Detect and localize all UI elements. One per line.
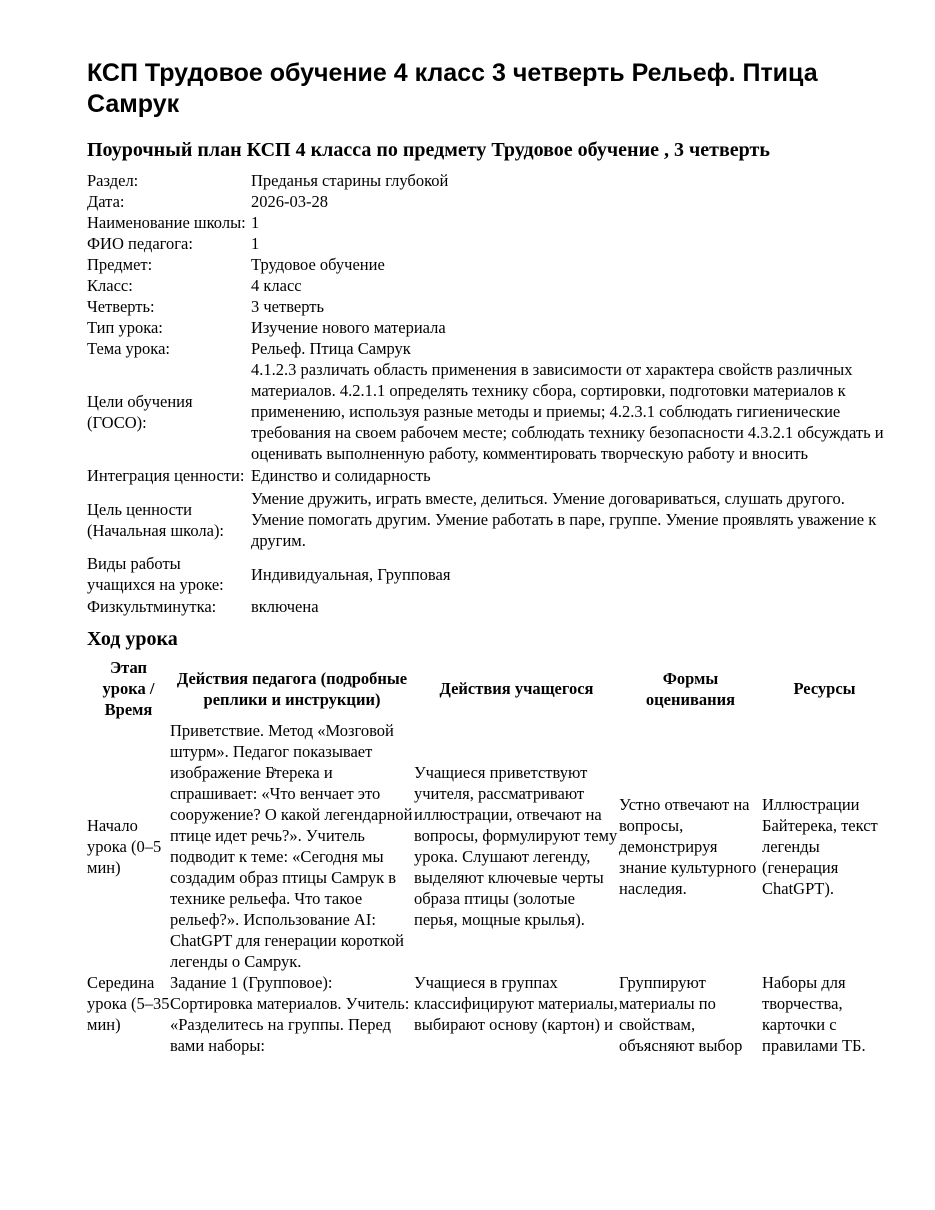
plan-subtitle: Поурочный план КСП 4 класса по предмету Трудовое обучение , 3 четверть xyxy=(87,139,770,161)
cell-resources: Наборы для творчества, карточки с правилами ТБ. xyxy=(762,973,866,1055)
cell-teacher-actions: Приветствие. Метод «Мозговой штурм». Педагог показывает изображение Бͤтерека и спрашивает: «Что венчает это сооружение? О какой легендарной птице идет речь?». Учитель подводит к теме: «Сегодня мы создадим образ птицы Самрук в технике рельефа. Что такое рельеф?». Использование AI: ChatGPT для генерации короткой легенды о Самрук. xyxy=(170,721,413,971)
info-value: Изучение нового материала xyxy=(251,318,446,337)
info-key: Тема урока: xyxy=(87,339,170,358)
info-row-value-integration xyxy=(87,464,887,487)
info-value: 1 xyxy=(251,234,260,253)
lesson-flow-table xyxy=(87,657,887,1056)
table-header-row xyxy=(87,657,887,720)
info-value: Индивидуальная, Групповая xyxy=(251,564,451,584)
cell-stage: Середина урока (5–35 мин) xyxy=(87,973,170,1034)
table-row xyxy=(87,972,887,1056)
info-value: 3 четверть xyxy=(251,297,324,316)
cell-assessment: Группируют материалы по свойствам, объясняют выбор xyxy=(619,973,743,1055)
info-key: Цели обучения (ГОСО): xyxy=(87,391,193,432)
info-value: Рельеф. Птица Самрук xyxy=(251,339,411,358)
info-row-section xyxy=(87,170,887,191)
info-row-subject xyxy=(87,254,887,275)
info-row-topic xyxy=(87,338,887,359)
cell-stage: Начало урока (0–5 мин) xyxy=(87,815,162,877)
info-value: Умение дружить, играть вместе, делиться. Умение договариваться, слушать другого. Умение помогать другим. Умение работать в паре, группе. Умение проявлять уважение к другим. xyxy=(251,489,877,550)
info-value: 1 xyxy=(251,213,260,232)
info-key: Дата: xyxy=(87,192,125,211)
info-value: 2026-03-28 xyxy=(251,192,328,211)
info-key: Раздел: xyxy=(87,171,139,190)
cell-student-actions: Учащиеся приветствуют учителя, рассматривают иллюстрации, отвечают на вопросы, формулируют тему урока. Слушают легенду, выделяют ключевые черты образа птицы (золотые перья, мощные крылья). xyxy=(414,763,618,929)
cell-resources: Иллюстрации Байтерека, текст легенды (генерация ChatGPT). xyxy=(762,794,878,898)
info-key: Тип урока: xyxy=(87,318,163,337)
info-value: Трудовое обучение xyxy=(251,255,385,274)
header-stage: Этап урока / Время xyxy=(102,658,155,719)
info-key: Виды работы учащихся на уроке: xyxy=(87,554,224,594)
lesson-info-table xyxy=(87,170,887,617)
cell-assessment: Устно отвечают на вопросы, демонстрируя знание культурного наследия. xyxy=(619,794,757,898)
info-row-work-types xyxy=(87,552,887,596)
info-row-teacher xyxy=(87,233,887,254)
info-key: Класс: xyxy=(87,276,133,295)
header-teacher-actions: Действия педагога (подробные реплики и инструкции) xyxy=(176,668,408,709)
info-value: включена xyxy=(251,597,319,616)
info-key: ФИО педагога: xyxy=(87,234,193,253)
info-value: 4 класс xyxy=(251,276,302,295)
info-row-quarter xyxy=(87,296,887,317)
lesson-flow-heading: Ход урока xyxy=(87,628,178,650)
info-key: Наименование школы: xyxy=(87,213,246,232)
info-row-school xyxy=(87,212,887,233)
page-title: КСП Трудовое обучение 4 класс 3 четверть Рельеф. Птица Самрук xyxy=(87,59,818,118)
cell-student-actions: Учащиеся в группах классифицируют материалы, выбирают основу (картон) и xyxy=(414,973,618,1034)
table-row xyxy=(87,720,887,972)
header-resources: Ресурсы xyxy=(793,679,856,698)
info-key: Четверть: xyxy=(87,297,155,316)
document-page xyxy=(87,58,887,1056)
info-row-exercise-break xyxy=(87,596,887,617)
info-key: Физкультминутка: xyxy=(87,597,217,616)
header-student-actions: Действия учащегося xyxy=(439,679,594,698)
info-key: Цель ценности (Начальная школа): xyxy=(87,499,225,540)
info-row-goals xyxy=(87,359,887,464)
info-value: Единство и солидарность xyxy=(251,466,431,485)
header-assessment: Формы оценивания xyxy=(645,668,736,709)
info-row-lesson-type xyxy=(87,317,887,338)
info-key: Интеграция ценности: xyxy=(87,466,245,485)
info-row-date xyxy=(87,191,887,212)
info-key: Предмет: xyxy=(87,255,153,274)
info-row-value-goal xyxy=(87,487,887,552)
info-value: Преданья старины глубокой xyxy=(251,171,449,190)
cell-teacher-actions: Задание 1 (Групповое): Сортировка материалов. Учитель: «Разделитесь на группы. Перед вами наборы: xyxy=(170,973,410,1055)
info-row-class xyxy=(87,275,887,296)
info-value: 4.1.2.3 различать область применения в зависимости от характера свойств различных материалов. 4.2.1.1 определять технику сбора, сортировки, подготовки материалов к применению, используя разные методы и приемы; 4.2.3.1 соблюдать гигиенические требования на своем рабочем месте; соблюдать технику безопасности 4.3.2.1 обсуждать и оценивать выполненную работу, комментировать творческую работу и вносить xyxy=(251,360,884,463)
